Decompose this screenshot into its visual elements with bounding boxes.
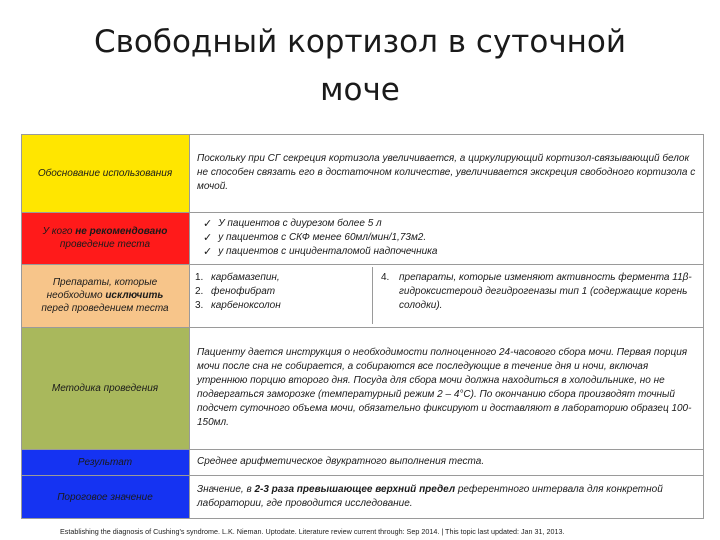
- item-text: фенофибрат: [211, 286, 276, 297]
- list-item-text: у пациентов с инциденталомой надпочечника: [218, 246, 438, 257]
- threshold-text-bold: 2-3 раза превышающее верхний предел: [254, 484, 456, 495]
- check-mark-icon: ✓: [203, 246, 213, 258]
- table-border: [21, 134, 704, 519]
- rationale-label: Обоснование использования: [21, 134, 189, 212]
- slide-title: [0, 18, 720, 114]
- list-item-text: у пациентов с СКФ менее 60мл/мин/1,73м2.: [218, 232, 427, 243]
- check-mark-icon: ✓: [203, 232, 213, 244]
- item-number: 4.: [381, 272, 390, 283]
- item-text: карбеноксолон: [211, 300, 281, 311]
- threshold-text-pre: Значение, в: [197, 484, 255, 495]
- item-number: 3.: [195, 300, 204, 311]
- item-text: препараты, которые изменяют активность фермента 11β-гидроксистероид дегидрогеназы тип 1 (содержащие корень солодки).: [399, 272, 692, 311]
- not-recommended-label-bold: не рекомендовано: [75, 226, 168, 237]
- item-number: 1.: [195, 272, 204, 283]
- method-text: Пациенту дается инструкция о необходимости полноценного 24-часового сбора мочи. Первая порция мочи после сна не собирается, а собираются все последующие в течение дня и ночи, включая утреннюю порцию второго дня. Посуда для сбора мочи должна находиться в холодильнике, но не подвергаться заморозке (температурный режим 2 – 4°С). По окончанию сбора производят точный подсчет суточного объема мочи, обязательно фиксируют и доставляют в лабораторию образец 100-150мл.: [197, 347, 692, 428]
- threshold-label: Пороговое значение: [21, 475, 189, 519]
- check-mark-icon: ✓: [203, 218, 213, 230]
- slide-title-line-2: моче: [320, 72, 400, 108]
- result-label: Результат: [21, 449, 189, 475]
- exclude-drugs-label-post: перед проведением теста: [41, 303, 169, 314]
- info-table: [21, 134, 704, 519]
- item-text: карбамазепин,: [211, 272, 280, 283]
- slide-title-line-1: Свободный кортизол в суточной: [93, 24, 627, 60]
- exclude-drugs-label-pre: Препараты, которые необходимо: [46, 277, 158, 301]
- threshold-text-post: референтного интервала для конкретной лаборатории, где проводится исследование.: [197, 484, 663, 509]
- exclude-drugs-label-bold: исключить: [105, 290, 164, 301]
- result-text: Среднее арифметическое двукратного выполнения теста.: [197, 456, 485, 467]
- not-recommended-label-post: проведение теста: [59, 239, 151, 250]
- item-number: 2.: [195, 286, 204, 297]
- rationale-text: Поскольку при СГ секреция кортизола увеличивается, а циркулирующий кортизол-связывающий белок не способен связать его в достаточном количестве, увеличивается экскреция свободного кортизола с мочой.: [197, 153, 696, 192]
- list-item-text: У пациентов с диурезом более 5 л: [218, 218, 382, 229]
- method-label: Методика проведения: [21, 327, 189, 449]
- source-citation: Establishing the diagnosis of Cushing's syndrome. L.K. Nieman. Uptodate. Literature review current through: Sep 2014. | This topic last updated: Jan 31, 2013.: [60, 527, 565, 536]
- not-recommended-label-pre: У кого: [42, 226, 76, 237]
